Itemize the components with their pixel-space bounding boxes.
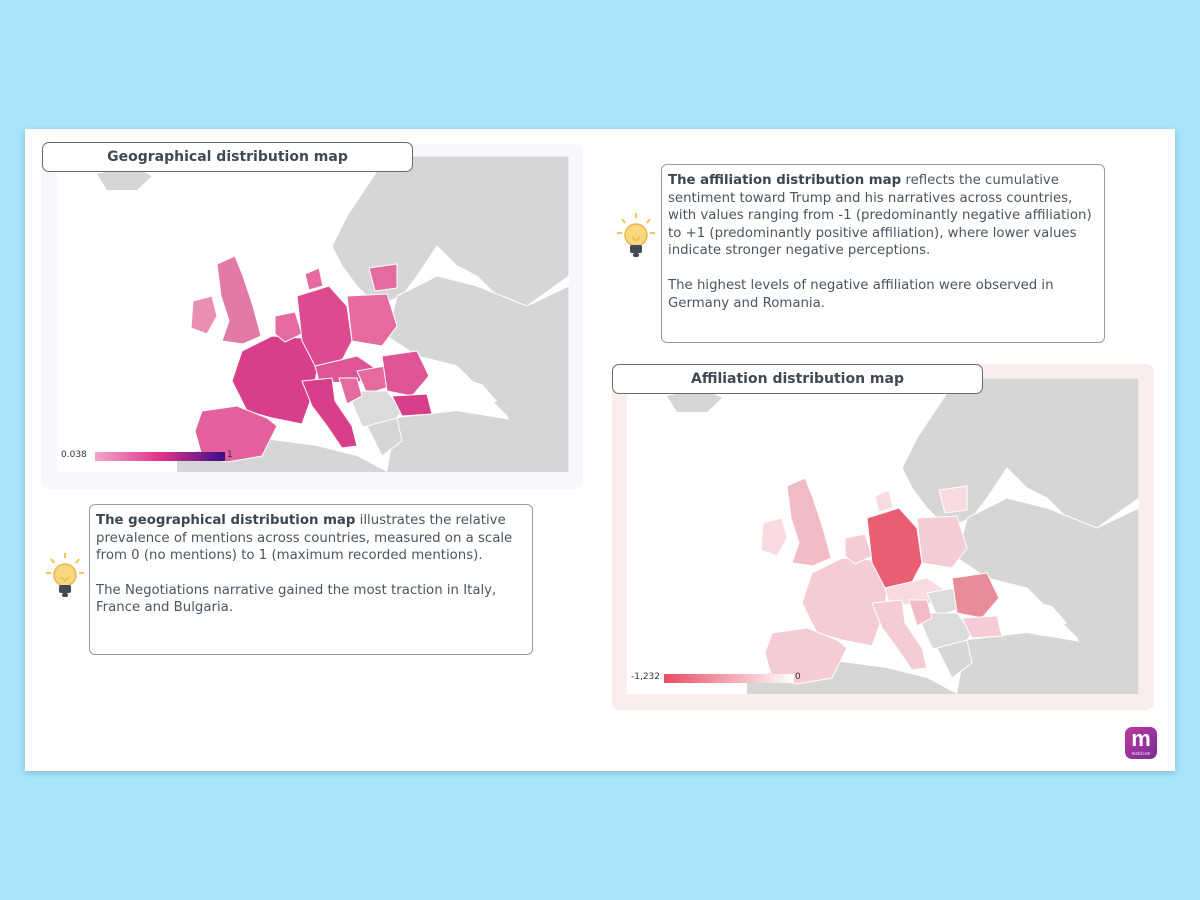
affiliation-description-body: reflects the cumulative sentiment toward Trump and his narratives across countries, with values ranging from -1 (predominantly negative affiliation) to +1 (predominantly positive affiliation), where lower values indicate stronger negative perceptions. (668, 173, 1092, 259)
geo-legend-max: 1 (227, 450, 233, 460)
geo-map (57, 156, 569, 472)
affiliation-note: The highest levels of negative affiliation were observed in Germany and Romania. (668, 277, 1054, 311)
geo-description-lead: The geographical distribution map (96, 513, 356, 528)
geo-map-title: Geographical distribution map (42, 142, 413, 172)
geo-note: The Negotiations narrative gained the most traction in Italy, France and Bulgaria. (96, 582, 497, 616)
affiliation-map-title: Affiliation distribution map (612, 364, 983, 394)
affiliation-map-svg (627, 378, 1139, 694)
affiliation-map (627, 378, 1139, 694)
geo-description-body: illustrates the relative prevalence of mentions across countries, measured on a scale from 0 (no mentions) to 1 (maximum recorded mentions). (96, 513, 513, 564)
aff-legend-bar (664, 674, 794, 683)
lightbulb-icon (45, 551, 85, 603)
geo-map-panel (41, 144, 583, 489)
lightbulb-icon (616, 211, 656, 263)
affiliation-map-panel (612, 364, 1154, 710)
affiliation-description-lead: The affiliation distribution map (668, 173, 902, 188)
geo-legend-bar (95, 452, 225, 461)
geo-map-svg (57, 156, 569, 472)
brand-logo-text: metricsm (1131, 751, 1151, 756)
aff-legend-max: 0 (795, 672, 801, 682)
brand-logo-letter: m (1131, 726, 1151, 751)
affiliation-description (661, 164, 1105, 343)
slide (25, 129, 1175, 771)
geo-legend-min: 0.038 (61, 450, 87, 460)
aff-legend-min: -1,232 (631, 672, 661, 682)
brand-logo (1125, 727, 1157, 759)
geo-description (89, 504, 533, 655)
